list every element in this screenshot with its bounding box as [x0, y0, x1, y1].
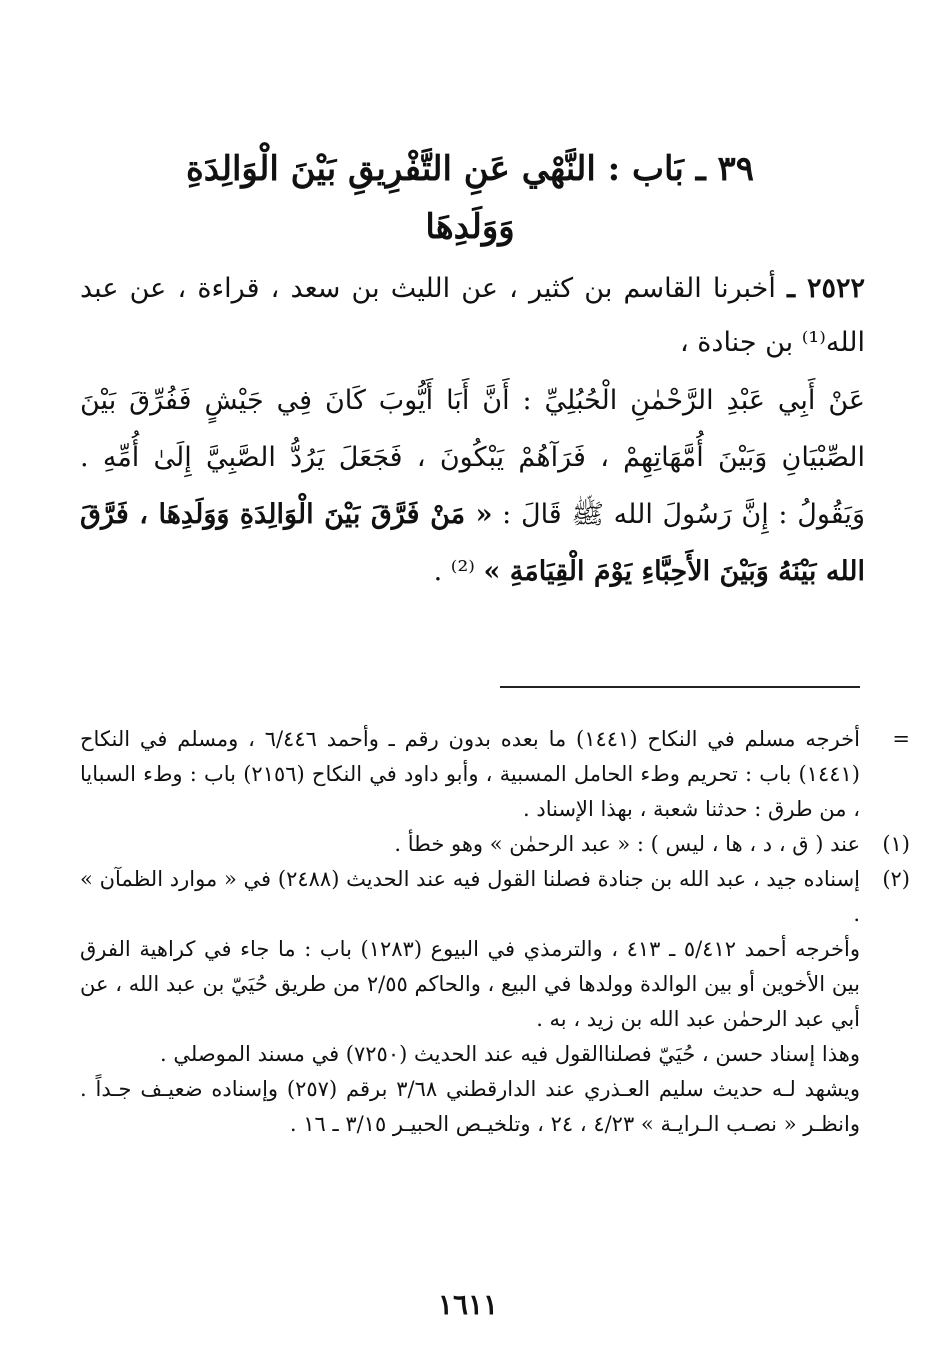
chapter-title-line-1: ٣٩ ـ بَاب : النَّهْي عَنِ التَّفْرِيقِ بَيْنَ الْوَالِدَةِ: [185, 149, 755, 189]
prophetic-quote: « مَنْ فَرَّقَ بَيْنَ الْوَالِدَةِ وَوَلَدِهَا ، فَرَّقَ الله بَيْنَهُ وَبَيْنَ الأَحِبَّاءِ يَوْمَ الْقِيَامَةِ »: [80, 499, 865, 587]
footnote-text: إسناده جيد ، عبد الله بن جنادة فصلنا القول فيه عند الحديث (٢٤٨٨) في « موارد الظمآن » .: [80, 867, 861, 926]
chapter-title-line-2: وَوَلَدِهَا: [425, 207, 515, 247]
continuation-text: أخرجه مسلم في النكاح (١٤٤١) ما بعده بدون رقم ـ وأحمد ٦/٤٤٦ ، ومسلم في النكاح (١٤٤١) باب : تحريم وطء الحامل المسبية ، وأبو داود في النكاح (٢١٥٦) باب : وطء السبايا ، من طرق : حدثنا شعبة ، بهذا الإسناد .: [80, 727, 860, 821]
footnote-paragraph: ويشهد لـه حديث سليم العـذري عند الدارقطني ٣/٦٨ برقم (٢٥٧) وإسناده ضعيـف جـداً . وانظـر « نصـب الـرايـة » ٤/٢٣ ، ٢٤ ، وتلخيـص الحبيـر ٣/١٥ ـ ١٦ .: [80, 1077, 860, 1136]
footnote-label: (١): [882, 832, 910, 856]
footnote-separator: [500, 686, 860, 688]
footnote-label: (٢): [882, 867, 910, 891]
footnote-2: [80, 862, 910, 932]
matn-text: عَنْ أَبِي عَبْدِ الرَّحْمٰنِ الْحُبُلِيِّ : أَنَّ أَبَا أَيُّوبَ كَانَ فِي جَيْشٍ فَفُرِّقَ بَيْنَ الصِّبْيَانِ وَبَيْنَ أُمَّهَاتِهِمْ ، فَرَآهُمْ يَبْكُونَ ، فَجَعَلَ يَرُدُّ الصَّبِيَّ إِلَىٰ أُمِّهِ . وَيَقُولُ : إِنَّ رَسُولَ الله ﷺ قَالَ :: [80, 385, 865, 530]
isnad-text: أخبرنا القاسم بن كثير ، عن الليث بن سعد ، قراءة ، عن عبد الله⁽¹⁾ بن جنادة ،: [80, 273, 865, 358]
matn-end: ⁽²⁾ .: [433, 556, 475, 587]
page-number: ١٦١١: [437, 1288, 499, 1321]
footnotes: [80, 722, 910, 1142]
footnote-1: [80, 827, 910, 862]
hadith-isnad: [80, 262, 865, 370]
continuation-marker: =: [892, 727, 910, 751]
footnote-continuation: [80, 722, 910, 827]
footnote-text: عند ( ق ، د ، ها ، ليس ) : « عبد الرحمٰن » وهو خطأ .: [394, 832, 860, 856]
footnote-paragraph: وأخرجه أحمد ٥/٤١٢ ـ ٤١٣ ، والترمذي في البيوع (١٢٨٣) باب : ما جاء في كراهية الفرق بين الأخوين أو بين الوالدة وولدها في البيع ، والحاكم ٢/٥٥ من طريق حُيَيّ بن عبد الله ، عن أبي عبد الرحمٰن عبد الله بن زيد ، به .: [80, 937, 860, 1031]
hadith-number: ٢٥٢٢ ـ: [787, 273, 865, 304]
chapter-title: [150, 140, 790, 256]
hadith-matn: [80, 372, 865, 600]
footnote-paragraph: وهذا إسناد حسن ، حُيَيّ فصلناالقول فيه عند الحديث (٧٢٥٠) في مسند الموصلي .: [160, 1042, 860, 1066]
